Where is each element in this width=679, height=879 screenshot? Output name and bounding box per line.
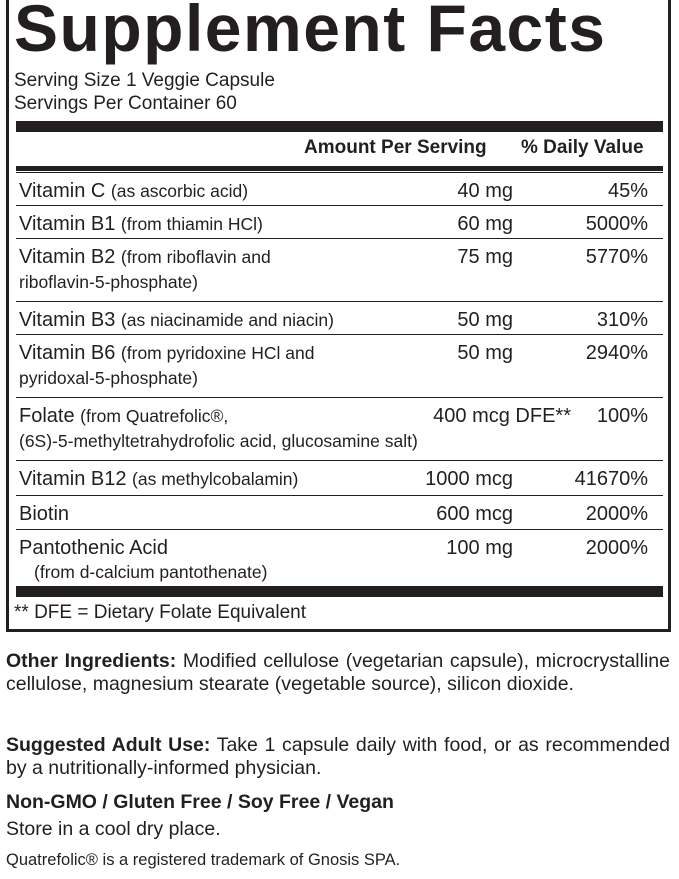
other-ingredients-label: Other Ingredients: <box>6 650 177 672</box>
nutrient-dv: 2000% <box>585 503 648 525</box>
nutrient-amount: 75 mg <box>457 246 513 268</box>
nutrient-dv: 5770% <box>585 246 648 268</box>
nutrient-source: (as ascorbic acid) <box>110 181 249 201</box>
nutrient-dv: 41670% <box>574 468 648 490</box>
nutrient-source-line2: (from d-calcium pantothenate) <box>34 562 268 582</box>
nutrient-source: (from thiamin HCl) <box>120 214 263 234</box>
nutrient-amount: 100 mg <box>446 537 513 559</box>
panel-title: Supplement Facts <box>14 0 607 65</box>
nutrient-row <box>16 397 663 456</box>
other-ingredients <box>6 650 670 696</box>
serving-size: Serving Size 1 Veggie Capsule <box>14 70 275 91</box>
suggested-use <box>6 734 670 780</box>
suggested-use-text: Take 1 capsule daily with food, or as recommended by a nutritionally-informed physician. <box>6 734 670 779</box>
nutrient-dv: 310% <box>596 309 648 331</box>
nutrient-row <box>16 301 663 332</box>
header-amount: Amount Per Serving <box>304 137 487 158</box>
nutrient-name: Pantothenic Acid <box>19 537 168 559</box>
nutrient-amount: 50 mg <box>457 342 513 364</box>
trademark-notice: Quatrefolic® is a registered trademark of Gnosis SPA. <box>6 851 401 869</box>
nutrient-name: Vitamin B3 <box>19 309 116 331</box>
nutrient-name: Folate <box>19 405 75 427</box>
other-ingredients-text: Modified cellulose (vegetarian capsule), microcrystalline cellulose, magnesium stearate (vegetable source), silicon dioxide. <box>6 650 670 695</box>
nutrient-row <box>16 529 663 585</box>
nutrient-amount: 600 mcg <box>436 503 513 525</box>
thick-divider-top <box>16 121 663 132</box>
servings-per-container: Servings Per Container 60 <box>14 93 237 114</box>
nutrient-name: Vitamin B2 <box>19 246 116 268</box>
nutrient-dv: 2000% <box>585 537 648 559</box>
dfe-footnote: ** DFE = Dietary Folate Equivalent <box>14 602 306 623</box>
suggested-use-label: Suggested Adult Use: <box>6 734 211 756</box>
nutrient-amount: 50 mg <box>457 309 513 331</box>
nutrient-name: Vitamin C <box>19 180 106 202</box>
nutrient-source: (from pyridoxine HCl and <box>120 343 315 363</box>
nutrient-name: Biotin <box>19 503 70 525</box>
nutrient-name: Vitamin B1 <box>19 213 116 235</box>
nutrient-source: (as niacinamide and niacin) <box>120 310 334 330</box>
nutrient-source-line2: pyridoxal-5-phosphate) <box>19 368 198 388</box>
nutrient-dv: 100% <box>596 405 648 427</box>
nutrient-name: Vitamin B6 <box>19 342 116 364</box>
dietary-claims: Non-GMO / Gluten Free / Soy Free / Vegan <box>6 791 394 813</box>
nutrient-amount: 400 mcg DFE** <box>433 405 571 427</box>
nutrient-dv: 2940% <box>585 342 648 364</box>
nutrient-row <box>16 460 663 491</box>
nutrient-amount: 60 mg <box>457 213 513 235</box>
nutrient-row <box>16 205 663 236</box>
nutrient-source: (from riboflavin and <box>120 247 271 267</box>
nutrient-dv: 45% <box>607 180 648 202</box>
nutrient-row <box>16 334 663 393</box>
nutrient-row <box>16 238 663 297</box>
nutrient-source-line2: riboflavin-5-phosphate) <box>19 272 198 292</box>
nutrient-row <box>16 495 663 526</box>
nutrient-amount: 1000 mcg <box>425 468 513 490</box>
storage-instructions: Store in a cool dry place. <box>6 818 221 840</box>
nutrient-source: (from Quatrefolic®, <box>80 406 229 426</box>
thick-divider-bottom <box>16 586 663 597</box>
nutrient-name: Vitamin B12 <box>19 468 127 490</box>
nutrient-source: (as methylcobalamin) <box>132 469 299 489</box>
nutrient-amount: 40 mg <box>457 180 513 202</box>
nutrient-dv: 5000% <box>585 213 648 235</box>
nutrient-source-line2: (6S)-5-methyltetrahydrofolic acid, glucosamine salt) <box>19 431 418 451</box>
medium-divider <box>16 166 663 171</box>
nutrient-row <box>16 172 663 203</box>
header-daily-value: % Daily Value <box>521 137 644 158</box>
